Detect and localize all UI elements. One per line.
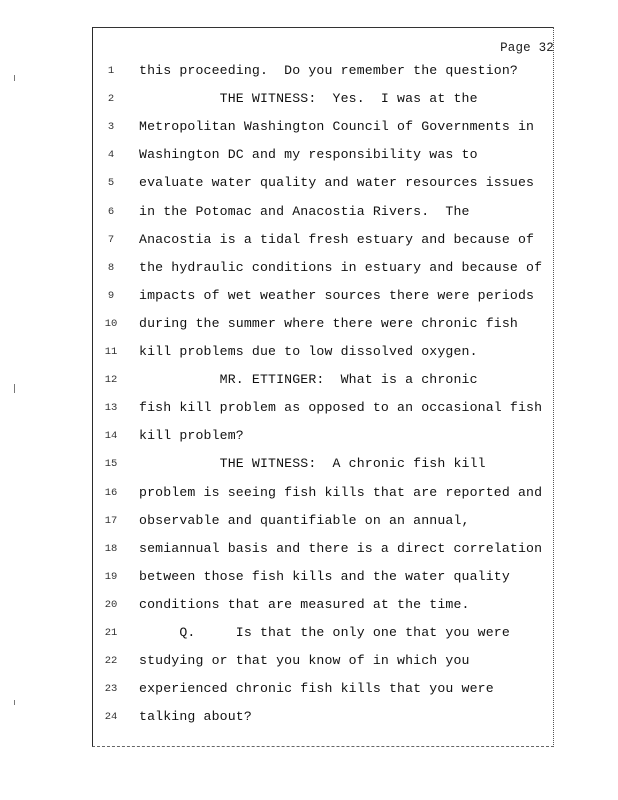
line-number: 14	[104, 430, 118, 442]
line-number: 7	[107, 234, 115, 246]
transcript-line: Washington DC and my responsibility was to	[139, 147, 478, 162]
line-number: 3	[107, 121, 115, 133]
line-number: 21	[104, 627, 118, 639]
line-number: 16	[104, 487, 118, 499]
line-number: 2	[107, 93, 115, 105]
transcript-line: THE WITNESS: Yes. I was at the	[139, 91, 478, 106]
transcript-line: Metropolitan Washington Council of Governments in	[139, 119, 535, 134]
line-number: 8	[107, 262, 115, 274]
transcript-line: the hydraulic conditions in estuary and because of	[139, 260, 543, 275]
line-number: 11	[104, 346, 118, 358]
transcript-line: kill problem?	[139, 428, 244, 443]
line-number: 22	[104, 655, 118, 667]
line-number: 10	[104, 318, 118, 330]
transcript-line: semiannual basis and there is a direct correlation	[139, 541, 543, 556]
transcript-line: impacts of wet weather sources there were periods	[139, 288, 535, 303]
line-number: 1	[107, 65, 115, 77]
transcript-line: this proceeding. Do you remember the question?	[139, 63, 518, 78]
line-number: 19	[104, 571, 118, 583]
line-number: 5	[107, 177, 115, 189]
transcript-line: kill problems due to low dissolved oxygen.	[139, 344, 478, 359]
transcript-line: studying or that you know of in which you	[139, 653, 470, 668]
transcript-line: experienced chronic fish kills that you were	[139, 681, 494, 696]
transcript-line: in the Potomac and Anacostia Rivers. The	[139, 204, 470, 219]
transcript-line: fish kill problem as opposed to an occasional fish	[139, 400, 543, 415]
scan-speckle	[14, 75, 15, 81]
line-number: 13	[104, 402, 118, 414]
line-number: 20	[104, 599, 118, 611]
transcript-line: THE WITNESS: A chronic fish kill	[139, 456, 486, 471]
transcript-line: Anacostia is a tidal fresh estuary and because of	[139, 232, 535, 247]
transcript-line: evaluate water quality and water resources issues	[139, 175, 535, 190]
transcript-line: MR. ETTINGER: What is a chronic	[139, 372, 478, 387]
scan-speckle	[14, 384, 15, 393]
line-number: 24	[104, 711, 118, 723]
transcript-line: during the summer where there were chronic fish	[139, 316, 518, 331]
transcript-line: Q. Is that the only one that you were	[139, 625, 510, 640]
transcript-line: conditions that are measured at the time.	[139, 597, 470, 612]
line-number: 15	[104, 458, 118, 470]
line-number: 23	[104, 683, 118, 695]
line-number: 9	[107, 290, 115, 302]
transcript-line: observable and quantifiable on an annual,	[139, 513, 470, 528]
transcript-line: between those fish kills and the water quality	[139, 569, 510, 584]
line-number: 18	[104, 543, 118, 555]
line-number: 6	[107, 206, 115, 218]
transcript-line: talking about?	[139, 709, 252, 724]
line-number: 12	[104, 374, 118, 386]
transcript-line: problem is seeing fish kills that are reported and	[139, 485, 543, 500]
line-number: 4	[107, 149, 115, 161]
page-number: Page 32	[500, 41, 554, 55]
scan-speckle	[14, 700, 15, 705]
line-number: 17	[104, 515, 118, 527]
